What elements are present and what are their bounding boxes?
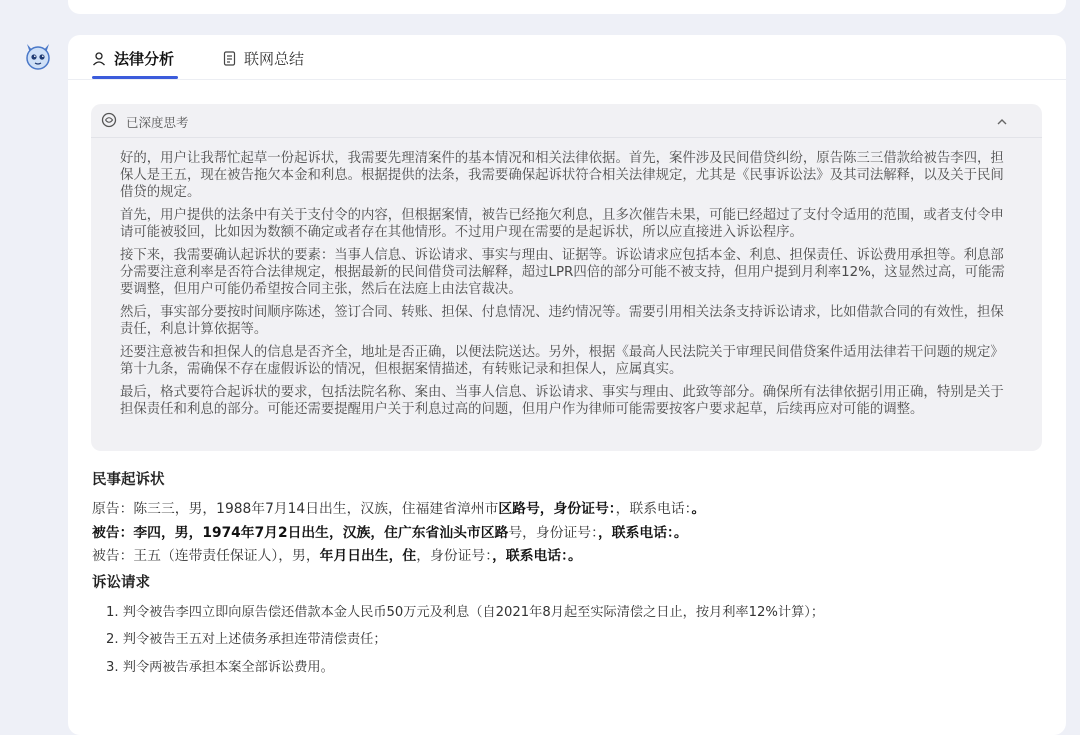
tab-bar: [68, 35, 1066, 80]
thinking-paragraph: 还要注意被告和担保人的信息是否齐全，地址是否正确，以便法院送达。另外，根据《最高人民法院关于审理民间借贷案件适用法律若干问题的规定》第十九条，需确保不存在虚假诉讼的情况，但根据案情描述，有转账记录和担保人，应属真实。: [120, 345, 1004, 377]
defendant2-info: [92, 544, 582, 564]
thinking-paragraph: 好的，用户让我帮忙起草一份起诉状，我需要先理清案件的基本情况和相关法律依据。首先，案件涉及民间借贷纠纷，原告陈三三借款给被告李四，担保人是王五，现在被告拖欠本金和利息。根据提供的法条，我需要确保起诉状符合相关法律规定，尤其是《民事诉讼法》及其司法解释，以及关于民间借贷的规定。: [120, 151, 1004, 200]
tab-web-summary-label: 联网总结: [244, 49, 305, 68]
document-icon: [223, 51, 237, 66]
defendant2-text-a: 被告：王五（连带责任保证人），男，: [92, 548, 320, 564]
plaintiff-text-a: 原告：陈三三，男，1988年7月14日出生，汉族，住福建省漳州市: [92, 501, 499, 517]
answer-card: [68, 35, 1066, 735]
active-tab-indicator: [92, 76, 178, 79]
defendant1-text-c: ，联系电话：。: [598, 525, 688, 541]
scale-person-icon: [92, 51, 107, 66]
thinking-icon: [101, 112, 117, 132]
thinking-paragraph: 最后，格式要符合起诉状的要求，包括法院名称、案由、当事人信息、诉讼请求、事实与理由、此致等部分。确保所有法律依据引用正确，特别是关于担保责任和利息的部分。可能还需要提醒用户关于利息过高的问题，但用户作为律师可能需要按客户要求起草，后续再应对可能的调整。: [120, 385, 1004, 417]
assistant-avatar: [22, 40, 54, 72]
complaint-title: 民事起诉状: [92, 472, 165, 488]
plaintiff-text-b: 区路号，身份证号：: [498, 501, 616, 517]
defendant2-text-b: 年月日出生，住: [319, 548, 417, 564]
plaintiff-text-c: ，联系电话：: [615, 501, 692, 517]
defendant1-info: [92, 521, 688, 541]
thinking-content: [120, 150, 1005, 424]
defendant2-text-d: ，联系电话：。: [492, 548, 582, 564]
thinking-paragraph: 然后，事实部分要按时间顺序陈述，签订合同、转账、担保、付息情况、违约情况等。需要引用相关法条支持诉讼请求，比如借款合同的有效性，担保责任，利息计算依据等。: [120, 305, 1004, 337]
claim-item: 3. 判令两被告承担本案全部诉讼费用。: [106, 660, 334, 675]
tab-web-summary[interactable]: [223, 47, 304, 69]
deep-thinking-panel: [91, 104, 1042, 451]
claims-title: 诉讼请求: [92, 575, 150, 591]
tab-legal-analysis-label: 法律分析: [114, 49, 175, 68]
thinking-paragraph: 首先，用户提供的法条中有关于支付令的内容，但根据案情，被告已经拖欠利息，且多次催告未果，可能已经超过了支付令适用的范围，或者支付令申请可能被驳回，比如因为数额不确定或者存在其他情形。不过用户现在需要的是起诉状，所以应直接进入诉讼程序。: [120, 208, 1004, 240]
claim-item: 2. 判令被告王五对上述债务承担连带清偿责任；: [106, 632, 387, 647]
defendant1-text-a: 被告：李四，男，1974年7月2日出生，汉族，住广东省汕头市区路: [92, 525, 509, 541]
thinking-header[interactable]: [91, 104, 1042, 138]
defendant2-text-c: ，身份证号：: [416, 548, 493, 564]
thinking-status: 已深度思考: [126, 115, 189, 130]
tab-legal-analysis[interactable]: [92, 47, 174, 69]
plaintiff-text-d: 。: [691, 501, 706, 517]
defendant1-text-b: 号，身份证号：: [508, 525, 599, 541]
plaintiff-info: [92, 497, 705, 517]
previous-message-card: [68, 0, 1066, 14]
chevron-up-icon[interactable]: [996, 113, 1008, 132]
claim-item: 1. 判令被告李四立即向原告偿还借款本金人民币50万元及利息（自2021年8月起至实际清偿之日止，按月利率12%计算）；: [106, 605, 825, 620]
thinking-paragraph: 接下来，我需要确认起诉状的要素：当事人信息、诉讼请求、事实与理由、证据等。诉讼请求应包括本金、利息、担保责任、诉讼费用承担等。利息部分需要注意利率是否符合法律规定，根据最新的民间借贷司法解释，超过LPR四倍的部分可能不被支持，但用户提到月利率12%，这显然过高，可能需要调整，但用户可能仍希望按合同主张，然后在法庭上由法官裁决。: [120, 248, 1005, 297]
